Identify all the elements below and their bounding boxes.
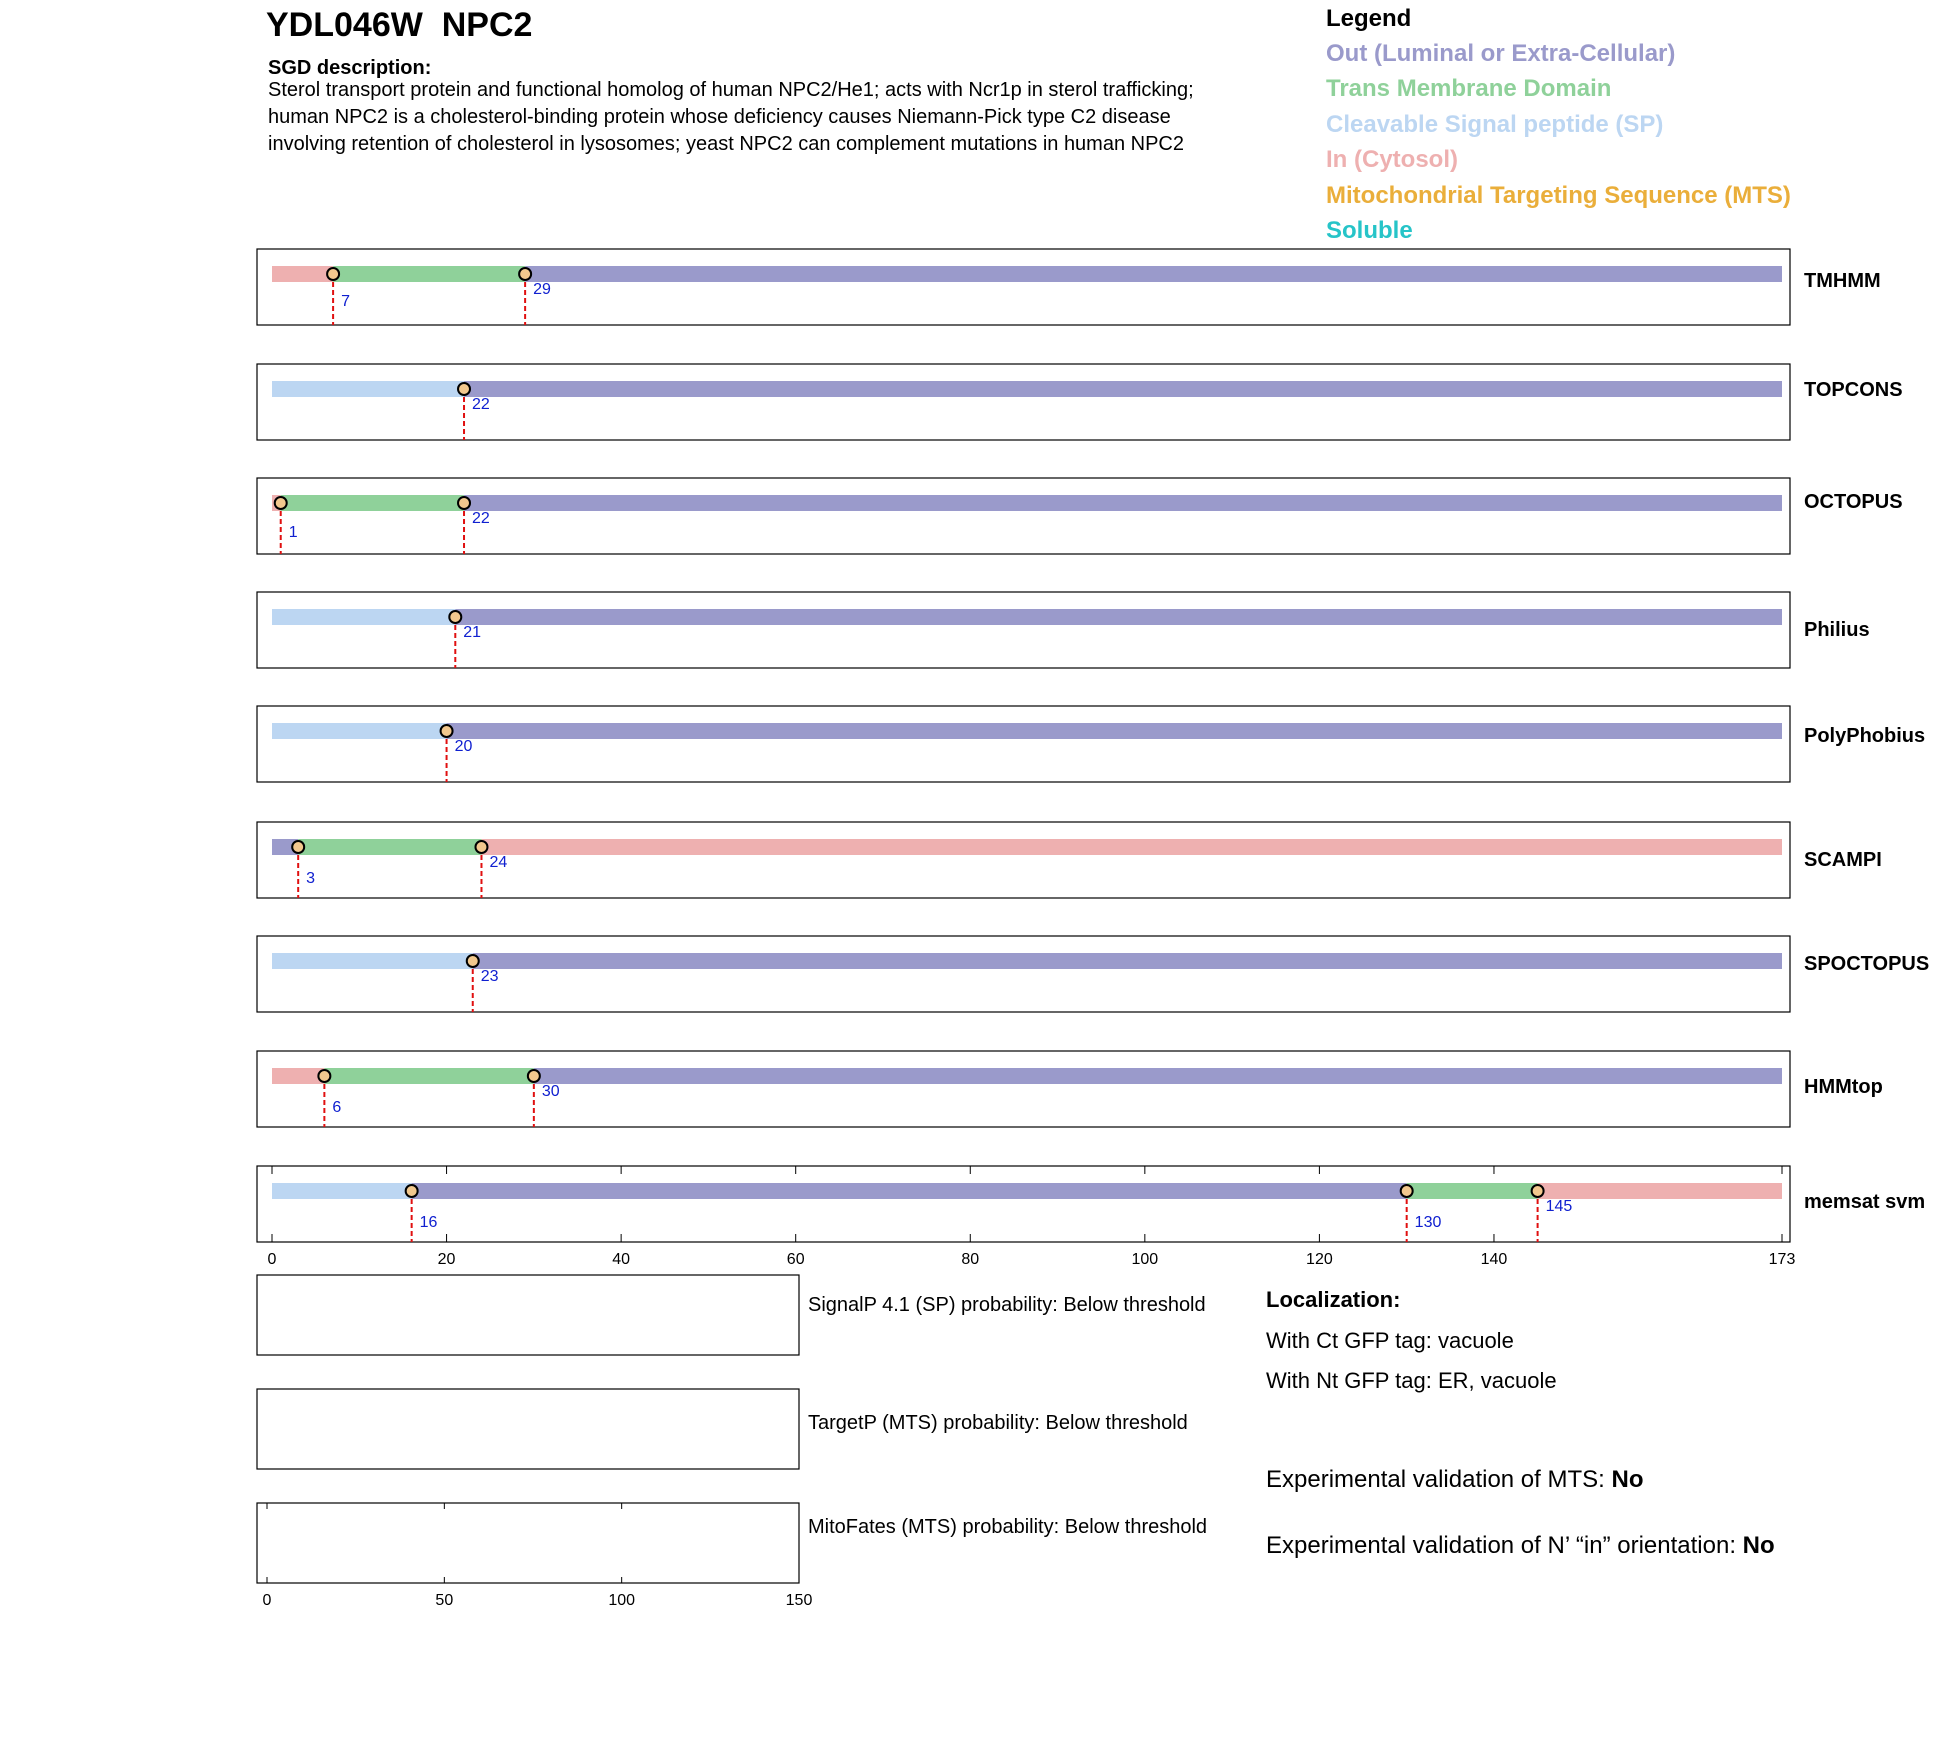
prob-tick-label: 100 [608,1592,636,1609]
legend-item-sp: Cleavable Signal peptide (SP) [1326,111,1664,138]
boundary-marker [467,955,479,967]
track-name: TMHMM [1804,270,1881,292]
track-frame [257,592,1790,668]
boundary-label: 16 [419,1214,438,1231]
mts-validation-value: No [1611,1466,1644,1493]
localization-nt-gfp: With Nt GFP tag: ER, vacuole [1266,1368,1557,1393]
track-frame [257,706,1790,782]
boundary-marker [458,497,470,509]
boundary-marker [1532,1185,1544,1197]
boundary-marker [528,1070,540,1082]
probability-panel [257,1503,799,1583]
boundary-marker [441,725,453,737]
boundary-label: 6 [332,1099,342,1116]
segment-out [464,495,1782,511]
track-name: PolyPhobius [1804,725,1926,747]
segment-sp [272,723,447,739]
track-frame [257,1051,1790,1127]
track-name: Philius [1804,619,1870,641]
segment-tm [1407,1183,1538,1199]
mitofates-label: MitoFates (MTS) probability: Below threshold [808,1516,1208,1538]
mts-validation-label: Experimental validation of MTS: [1266,1466,1612,1493]
orientation-validation-value: No [1742,1532,1775,1559]
localization-heading: Localization: [1266,1287,1401,1312]
x-tick-label: 100 [1131,1251,1159,1268]
boundary-label: 1 [288,524,298,541]
segment-tm [281,495,464,511]
track-name: SCAMPI [1804,849,1882,871]
boundary-marker [327,268,339,280]
legend-item-mts: Mitochondrial Targeting Sequence (MTS) [1326,182,1791,209]
prob-tick-label: 0 [262,1592,272,1609]
segment-sp [272,953,473,969]
boundary-label: 22 [472,396,490,413]
segment-out [412,1183,1407,1199]
mts-validation [1266,1466,1643,1494]
track-name: OCTOPUS [1804,491,1903,513]
segment-out [473,953,1782,969]
track-frame [257,249,1790,325]
boundary-marker [1401,1185,1413,1197]
segment-tm [324,1068,533,1084]
boundary-marker [406,1185,418,1197]
x-tick-label: 120 [1306,1251,1333,1268]
boundary-marker [475,841,487,853]
segment-sp [272,1183,412,1199]
legend-item-soluble: Soluble [1326,217,1413,244]
segment-out [525,266,1782,282]
x-tick-label: 80 [961,1251,980,1268]
segment-tm [333,266,525,282]
legend-title: Legend [1326,5,1412,32]
boundary-label: 30 [541,1083,560,1100]
boundary-label: 21 [463,624,482,641]
description-line: Sterol transport protein and functional homolog of human NPC2/He1; acts with Ncr1p in sterol trafficking; [268,79,1194,101]
signalp-label: SignalP 4.1 (SP) probability: Below threshold [808,1294,1206,1316]
x-tick-label: 60 [786,1251,805,1268]
boundary-label: 145 [1545,1198,1573,1215]
legend-item-tm: Trans Membrane Domain [1326,75,1612,102]
legend-item-out: Out (Luminal or Extra-Cellular) [1326,40,1676,67]
boundary-marker [449,611,461,623]
boundary-label: 130 [1414,1214,1442,1231]
segment-in [272,1068,324,1084]
boundary-marker [275,497,287,509]
track-name: SPOCTOPUS [1804,953,1930,975]
segment-in [481,839,1782,855]
segment-sp [272,609,455,625]
x-tick-label: 40 [612,1251,631,1268]
page-title: YDL046W NPC2 [266,6,533,44]
description-line: human NPC2 is a cholesterol-binding protein whose deficiency causes Niemann-Pick type C2 disease [268,106,1171,128]
segment-in [272,266,333,282]
prob-tick-label: 150 [785,1592,813,1609]
boundary-marker [318,1070,330,1082]
prob-tick-label: 50 [435,1592,454,1609]
probability-panel [257,1275,799,1355]
track-frame [257,822,1790,898]
orientation-validation-label: Experimental validation of N’ “in” orientation: [1266,1532,1743,1559]
boundary-label: 24 [489,854,508,871]
boundary-label: 23 [480,968,499,985]
targetp-label: TargetP (MTS) probability: Below threshold [808,1412,1188,1434]
legend-item-in: In (Cytosol) [1326,146,1458,173]
x-tick-label: 20 [437,1251,456,1268]
track-name: TOPCONS [1804,379,1903,401]
segment-out [447,723,1782,739]
x-tick-label: 0 [267,1251,277,1268]
boundary-label: 22 [472,510,490,527]
boundary-marker [292,841,304,853]
probability-panel [257,1389,799,1469]
boundary-marker [458,383,470,395]
localization-ct-gfp: With Ct GFP tag: vacuole [1266,1328,1514,1353]
track-name: HMMtop [1804,1076,1883,1098]
description-line: involving retention of cholesterol in lysosomes; yeast NPC2 can complement mutations in human NPC2 [268,133,1184,155]
boundary-label: 29 [533,281,551,298]
track-name: memsat svm [1804,1191,1926,1213]
boundary-marker [519,268,531,280]
segment-tm [298,839,481,855]
segment-out [464,381,1782,397]
segment-sp [272,381,464,397]
x-tick-label: 140 [1480,1251,1508,1268]
boundary-label: 20 [454,738,473,755]
sgd-description-heading: SGD description: [268,57,432,79]
segment-in [1538,1183,1782,1199]
x-tick-label: 173 [1768,1251,1796,1268]
orientation-validation [1266,1532,1775,1560]
segment-out [455,609,1782,625]
segment-out [534,1068,1782,1084]
boundary-label: 3 [306,870,316,887]
boundary-label: 7 [341,293,351,310]
